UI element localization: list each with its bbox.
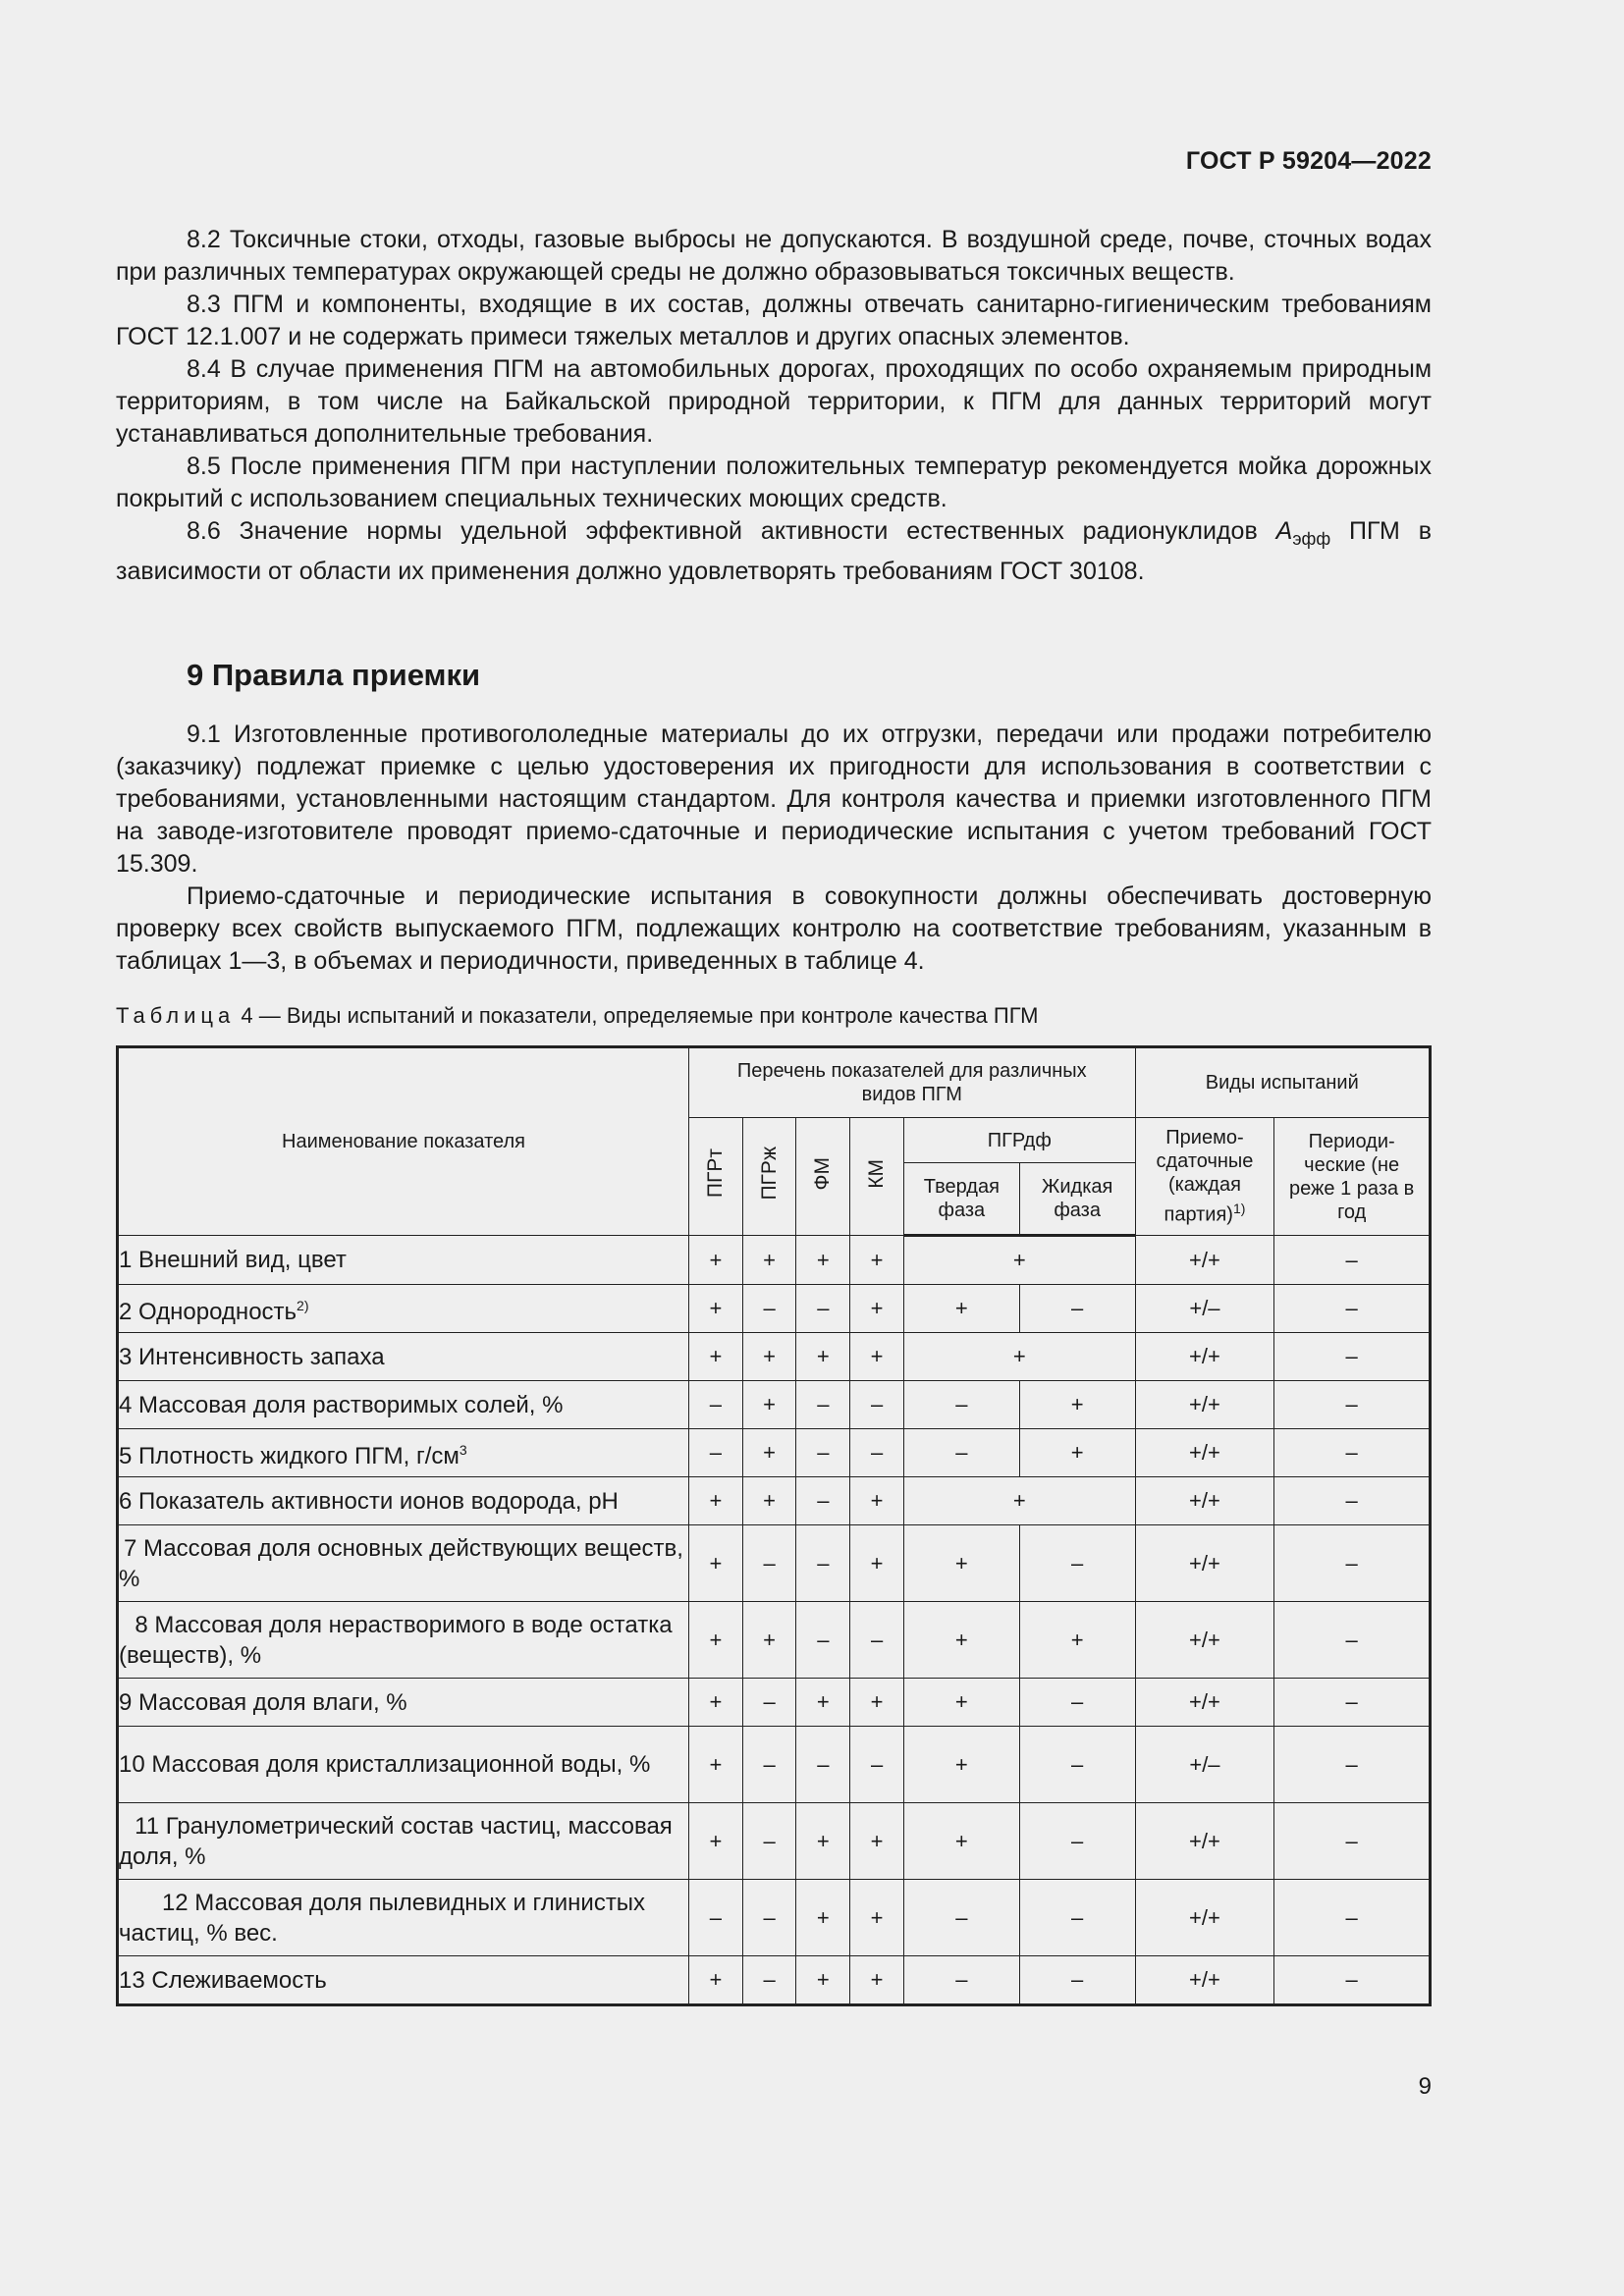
cell-pgrt: + bbox=[689, 1727, 743, 1803]
table-body bbox=[118, 1236, 1431, 2005]
header-acceptance-label: Приемо-сдаточные (каждая партия) bbox=[1156, 1127, 1254, 1226]
cell-period: – bbox=[1274, 1285, 1431, 1333]
cell-km: + bbox=[850, 1236, 904, 1285]
paragraph-8-6 bbox=[116, 515, 1432, 588]
cell-liquid: – bbox=[1019, 1956, 1135, 2005]
cell-pgrt: – bbox=[689, 1880, 743, 1956]
cell-pgrzh: – bbox=[742, 1285, 796, 1333]
row-indicator-name bbox=[118, 1429, 689, 1477]
cell-solid: + bbox=[903, 1602, 1019, 1679]
row-name-text: 13 Слеживаемость bbox=[119, 1966, 327, 1994]
paragraph-8-3: 8.3 ПГМ и компоненты, входящие в их состав, должны отвечать санитарно-гигиеническим требованиям ГОСТ 12.1.007 и не содержать примеси тяжелых металлов и других опасных элементов. bbox=[116, 291, 1432, 350]
row-indicator-name bbox=[118, 1477, 689, 1525]
cell-fm: – bbox=[796, 1602, 850, 1679]
cell-accept: +/+ bbox=[1135, 1880, 1274, 1956]
row-name-text: 5 Плотность жидкого ПГМ, г/см bbox=[119, 1442, 460, 1469]
header-km bbox=[850, 1118, 904, 1236]
header-solid-label: Твердая фаза bbox=[923, 1176, 1000, 1221]
row-name-text: 9 Массовая доля влаги, % bbox=[119, 1688, 407, 1716]
cell-fm: + bbox=[796, 1803, 850, 1880]
cell-pgrzh: – bbox=[742, 1525, 796, 1602]
cell-km: – bbox=[850, 1727, 904, 1803]
row-indicator-name bbox=[118, 1236, 689, 1285]
cell-pgrzh: – bbox=[742, 1727, 796, 1803]
cell-accept: +/+ bbox=[1135, 1477, 1274, 1525]
cell-pgrt: + bbox=[689, 1679, 743, 1727]
cell-accept: +/– bbox=[1135, 1727, 1274, 1803]
cell-pgrzh: + bbox=[742, 1477, 796, 1525]
cell-pgrzh: – bbox=[742, 1679, 796, 1727]
table-caption bbox=[116, 1003, 1038, 1029]
row-name-text: 8 Массовая доля нерастворимого в воде остатка (веществ), % bbox=[119, 1611, 673, 1669]
cell-merged: + bbox=[903, 1236, 1135, 1285]
cell-km: + bbox=[850, 1525, 904, 1602]
cell-liquid: + bbox=[1019, 1381, 1135, 1429]
cell-pgrt: + bbox=[689, 1285, 743, 1333]
symbol-subscript: эфф bbox=[1292, 529, 1331, 549]
cell-pgrzh: + bbox=[742, 1381, 796, 1429]
cell-km: + bbox=[850, 1880, 904, 1956]
cell-period: – bbox=[1274, 1525, 1431, 1602]
row-indicator-name bbox=[118, 1727, 689, 1803]
cell-solid: – bbox=[903, 1956, 1019, 2005]
table-row bbox=[118, 1477, 1431, 1525]
cell-solid: + bbox=[903, 1727, 1019, 1803]
cell-pgrt: – bbox=[689, 1381, 743, 1429]
cell-period: – bbox=[1274, 1602, 1431, 1679]
row-indicator-name bbox=[118, 1333, 689, 1381]
table-row bbox=[118, 1333, 1431, 1381]
cell-km: + bbox=[850, 1285, 904, 1333]
cell-pgrt: + bbox=[689, 1602, 743, 1679]
cell-km: + bbox=[850, 1333, 904, 1381]
paragraph-8-6-part1: 8.6 Значение нормы удельной эффективной активности естественных радионуклидов bbox=[187, 517, 1276, 545]
table-row bbox=[118, 1236, 1431, 1285]
cell-liquid: – bbox=[1019, 1525, 1135, 1602]
cell-period: – bbox=[1274, 1381, 1431, 1429]
row-indicator-name bbox=[118, 1679, 689, 1727]
cell-fm: – bbox=[796, 1477, 850, 1525]
cell-period: – bbox=[1274, 1429, 1431, 1477]
cell-period: – bbox=[1274, 1880, 1431, 1956]
table-row bbox=[118, 1429, 1431, 1477]
cell-pgrzh: + bbox=[742, 1236, 796, 1285]
table-row bbox=[118, 1679, 1431, 1727]
row-name-text: 12 Массовая доля пылевидных и глинистых частиц, % вес. bbox=[119, 1889, 646, 1947]
cell-pgrzh: – bbox=[742, 1803, 796, 1880]
cell-pgrzh: + bbox=[742, 1333, 796, 1381]
cell-pgrzh: + bbox=[742, 1602, 796, 1679]
cell-accept: +/+ bbox=[1135, 1236, 1274, 1285]
cell-km: – bbox=[850, 1602, 904, 1679]
cell-km: – bbox=[850, 1429, 904, 1477]
cell-accept: +/+ bbox=[1135, 1381, 1274, 1429]
cell-pgrt: + bbox=[689, 1477, 743, 1525]
cell-km: + bbox=[850, 1803, 904, 1880]
cell-fm: + bbox=[796, 1956, 850, 2005]
cell-solid: – bbox=[903, 1429, 1019, 1477]
table-row bbox=[118, 1956, 1431, 2005]
cell-period: – bbox=[1274, 1236, 1431, 1285]
header-pgrdf bbox=[903, 1118, 1135, 1163]
table-row bbox=[118, 1803, 1431, 1880]
cell-fm: – bbox=[796, 1429, 850, 1477]
row-name-text: 6 Показатель активности ионов водорода, pH bbox=[119, 1487, 619, 1515]
cell-km: + bbox=[850, 1956, 904, 2005]
cell-period: – bbox=[1274, 1727, 1431, 1803]
cell-fm: – bbox=[796, 1285, 850, 1333]
row-indicator-name bbox=[118, 1381, 689, 1429]
header-fm bbox=[796, 1118, 850, 1236]
cell-fm: + bbox=[796, 1679, 850, 1727]
header-solid-phase bbox=[903, 1163, 1019, 1236]
cell-solid: + bbox=[903, 1679, 1019, 1727]
paragraph-8-4: 8.4 В случае применения ПГМ на автомобильных дорогах, проходящих по особо охраняемым природным территориям, в том числе на Байкальской природной территории, к ПГМ для данных территорий могут устанавливаться дополнительные требования. bbox=[116, 355, 1432, 448]
header-km-label: КМ bbox=[865, 1158, 889, 1189]
cell-merged: + bbox=[903, 1477, 1135, 1525]
row-name-text: 4 Массовая доля растворимых солей, % bbox=[119, 1391, 564, 1418]
cell-fm: + bbox=[796, 1236, 850, 1285]
cell-liquid: + bbox=[1019, 1429, 1135, 1477]
cell-accept: +/+ bbox=[1135, 1429, 1274, 1477]
section-9-text bbox=[116, 719, 1432, 978]
cell-accept: +/+ bbox=[1135, 1679, 1274, 1727]
header-list-label: Перечень показателей для различных видов ПГМ bbox=[736, 1060, 1087, 1105]
cell-fm: – bbox=[796, 1525, 850, 1602]
cell-pgrzh: + bbox=[742, 1429, 796, 1477]
header-fm-label: ФМ bbox=[811, 1156, 835, 1191]
table-row bbox=[118, 1285, 1431, 1333]
table-caption-word: Таблица bbox=[116, 1003, 236, 1028]
row-indicator-name bbox=[118, 1285, 689, 1333]
row-name-text: 1 Внешний вид, цвет bbox=[119, 1247, 347, 1273]
row-indicator-name bbox=[118, 1525, 689, 1602]
row-name-text: 2 Однородность bbox=[119, 1298, 298, 1325]
cell-solid: + bbox=[903, 1525, 1019, 1602]
cell-km: – bbox=[850, 1381, 904, 1429]
cell-pgrt: + bbox=[689, 1525, 743, 1602]
cell-period: – bbox=[1274, 1477, 1431, 1525]
header-pgrzh-label: ПГРж bbox=[757, 1147, 781, 1201]
table-row bbox=[118, 1602, 1431, 1679]
row-name-superscript: 2) bbox=[297, 1297, 309, 1313]
paragraph-8-5: 8.5 После применения ПГМ при наступлении положительных температур рекомендуется мойка дорожных покрытий с использованием специальных технических моющих средств. bbox=[116, 453, 1432, 512]
cell-period: – bbox=[1274, 1803, 1431, 1880]
cell-liquid: + bbox=[1019, 1602, 1135, 1679]
cell-fm: + bbox=[796, 1880, 850, 1956]
row-name-text: 3 Интенсивность запаха bbox=[119, 1343, 385, 1370]
cell-accept: +/+ bbox=[1135, 1602, 1274, 1679]
header-acceptance bbox=[1135, 1118, 1274, 1236]
header-periodic-label: Периоди-ческие (не реже 1 раза в год bbox=[1289, 1130, 1415, 1223]
cell-accept: +/+ bbox=[1135, 1333, 1274, 1381]
cell-km: + bbox=[850, 1477, 904, 1525]
cell-pgrt: + bbox=[689, 1333, 743, 1381]
cell-period: – bbox=[1274, 1956, 1431, 2005]
cell-pgrt: + bbox=[689, 1956, 743, 2005]
cell-accept: +/+ bbox=[1135, 1956, 1274, 2005]
cell-accept: +/+ bbox=[1135, 1525, 1274, 1602]
row-indicator-name bbox=[118, 1880, 689, 1956]
row-indicator-name bbox=[118, 1602, 689, 1679]
cell-liquid: – bbox=[1019, 1727, 1135, 1803]
table-row bbox=[118, 1727, 1431, 1803]
cell-pgrzh: – bbox=[742, 1880, 796, 1956]
cell-fm: + bbox=[796, 1333, 850, 1381]
row-name-text: 7 Массовая доля основных действующих веществ, % bbox=[119, 1534, 683, 1592]
header-tests bbox=[1135, 1047, 1430, 1118]
cell-period: – bbox=[1274, 1679, 1431, 1727]
cell-pgrt: + bbox=[689, 1236, 743, 1285]
cell-liquid: – bbox=[1019, 1803, 1135, 1880]
cell-solid: + bbox=[903, 1285, 1019, 1333]
section-9-title: 9 Правила приемки bbox=[187, 658, 481, 692]
cell-liquid: – bbox=[1019, 1679, 1135, 1727]
page-number: 9 bbox=[1418, 2073, 1432, 2100]
cell-accept: +/– bbox=[1135, 1285, 1274, 1333]
table-caption-text: 4 — Виды испытаний и показатели, определяемые при контроле качества ПГМ bbox=[235, 1003, 1039, 1028]
cell-km: + bbox=[850, 1679, 904, 1727]
cell-pgrt: – bbox=[689, 1429, 743, 1477]
header-list bbox=[689, 1047, 1136, 1118]
footnote-1-marker: 1) bbox=[1232, 1201, 1246, 1217]
cell-fm: – bbox=[796, 1381, 850, 1429]
paragraph-9-1: 9.1 Изготовленные противогололедные материалы до их отгрузки, передачи или продажи потребителю (заказчику) подлежат приемке с целью удостоверения их пригодности для использования в соответствии с требованиями, установленными настоящим стандартом. Для контроля качества и приемки изготовленного ПГМ на заводе-изготовителе проводят приемо-сдаточные и периодические испытания с учетом требований ГОСТ 15.309. bbox=[116, 721, 1432, 878]
header-pgrt bbox=[689, 1118, 743, 1236]
row-indicator-name bbox=[118, 1956, 689, 2005]
cell-period: – bbox=[1274, 1333, 1431, 1381]
document-code: ГОСТ Р 59204—2022 bbox=[1185, 147, 1432, 175]
cell-liquid: – bbox=[1019, 1880, 1135, 1956]
section-8-text bbox=[116, 224, 1432, 588]
row-indicator-name bbox=[118, 1803, 689, 1880]
header-tests-label: Виды испытаний bbox=[1205, 1072, 1359, 1094]
paragraph-9-1b: Приемо-сдаточные и периодические испытания в совокупности должны обеспечивать достоверную проверку всех свойств выпускаемого ПГМ, подлежащих контролю на соответствие требованиям, указанным в таблицах 1—3, в объемах и периодичности, приведенных в таблице 4. bbox=[116, 882, 1432, 975]
cell-solid: – bbox=[903, 1381, 1019, 1429]
row-name-text: 11 Гранулометрический состав частиц, массовая доля, % bbox=[119, 1812, 673, 1870]
header-periodic bbox=[1274, 1118, 1431, 1236]
header-pgrzh bbox=[742, 1118, 796, 1236]
table-4 bbox=[116, 1045, 1432, 2006]
header-liquid-phase bbox=[1019, 1163, 1135, 1236]
cell-pgrzh: – bbox=[742, 1956, 796, 2005]
header-liquid-label: Жидкая фаза bbox=[1041, 1176, 1113, 1221]
header-pgrt-label: ПГРт bbox=[703, 1148, 727, 1199]
table-row bbox=[118, 1880, 1431, 1956]
cell-merged: + bbox=[903, 1333, 1135, 1381]
cell-liquid: – bbox=[1019, 1285, 1135, 1333]
symbol-a: A bbox=[1275, 517, 1293, 545]
header-pgrdf-label: ПГРдф bbox=[987, 1129, 1052, 1151]
row-name-superscript: 3 bbox=[459, 1441, 467, 1458]
paragraph-8-2: 8.2 Токсичные стоки, отходы, газовые выбросы не допускаются. В воздушной среде, почве, сточных водах при различных температурах окружающей среды не должно образовываться токсичных веществ. bbox=[116, 226, 1432, 286]
cell-solid: + bbox=[903, 1803, 1019, 1880]
table-row bbox=[118, 1525, 1431, 1602]
cell-fm: – bbox=[796, 1727, 850, 1803]
header-name bbox=[118, 1047, 689, 1236]
header-name-label: Наименование показателя bbox=[282, 1131, 525, 1152]
table-row bbox=[118, 1381, 1431, 1429]
paragraph-8-6-part2: ПГМ в зависимости от области их применения должно удовлетворять требованиям ГОСТ 30108. bbox=[116, 517, 1432, 585]
cell-pgrt: + bbox=[689, 1803, 743, 1880]
cell-solid: – bbox=[903, 1880, 1019, 1956]
row-name-text: 10 Массовая доля кристаллизационной воды, % bbox=[119, 1751, 651, 1778]
cell-accept: +/+ bbox=[1135, 1803, 1274, 1880]
